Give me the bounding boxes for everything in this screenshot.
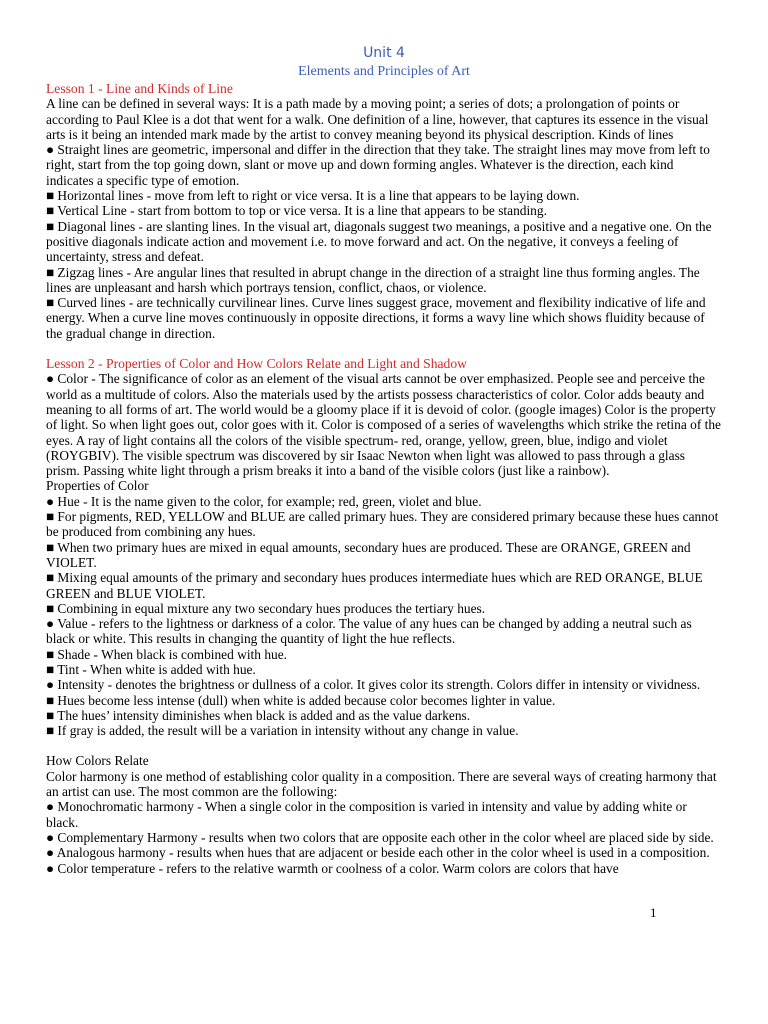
lesson1-paragraph: A line can be defined in several ways: It is a path made by a moving point; a series of dots; a prolongation of points or according to Paul Klee is a dot that went for a walk. One definition of a line, however, that captures its essence in the visual arts is it being an intended mark made by the artist to convey meaning beyond its physical description. Kinds of lines — [46, 96, 709, 142]
lesson2-paragraph: ● Hue - It is the name given to the color, for example; red, green, violet and blue. — [46, 493, 482, 509]
colors-relate-paragraph: Color harmony is one method of establishing color quality in a composition. There are several ways of creating harmony that an artist can use. The most common are the following: — [46, 768, 717, 800]
section-spacer — [46, 738, 722, 753]
lesson2-paragraph: ■ Mixing equal amounts of the primary and secondary hues produces intermediate hues which are RED ORANGE, BLUE GREEN and BLUE VIOLET. — [46, 570, 703, 601]
lesson2-paragraph: ■ The hues’ intensity diminishes when black is added and as the value darkens. — [46, 707, 471, 723]
lesson2-paragraph: ■ Hues become less intense (dull) when white is added because color becomes lighter in value. — [46, 692, 556, 708]
lesson2-paragraph: ■ If gray is added, the result will be a variation in intensity without any change in value. — [46, 723, 519, 739]
lesson2-paragraph: ● Color - The significance of color as an element of the visual arts cannot be over emphasized. People see and perceive the world as a multitude of colors. Also the materials used by the artists possess characteristics of color. Color adds beauty and meaning to all forms of art. The world would be a gloomy place if it is devoid of color. (google images) Color is the property of light. So when light goes out, color goes with it. Color is composed of a series of wavelengths which strike the retina of the eyes. A ray of light contains all the colors of the visible spectrum- red, orange, yellow, green, blue, indigo and violet (ROYGBIV). The visible spectrum was discovered by sir Isaac Newton when light was allowed to pass through a glass prism. Passing white light through a prism breaks it into a band of the visible colors (just like a rainbow). — [46, 371, 721, 479]
lesson2-paragraph: ■ When two primary hues are mixed in equal amounts, secondary hues are produced. These are ORANGE, GREEN and VIOLET. — [46, 539, 691, 570]
lesson1-paragraph: ■ Horizontal lines - move from left to right or vice versa. It is a line that appears to be laying down. — [46, 188, 580, 204]
lesson2-paragraph: ■ Tint - When white is added with hue. — [46, 661, 256, 677]
lesson1-paragraph: ■ Curved lines - are technically curvilinear lines. Curve lines suggest grace, movement and flexibility indicative of life and energy. When a curve line moves continuously in opposite directions, it forms a wavy line which shows fluidity because of the gradual change in direction. — [46, 295, 706, 341]
lesson2-paragraph: ● Intensity - denotes the brightness or dullness of a color. It gives color its strength. Colors differ in intensity or vividness. — [46, 677, 701, 693]
document-subtitle: Elements and Principles of Art — [298, 64, 470, 79]
unit-title: Unit 4 — [363, 45, 405, 61]
lesson1-paragraph: ■ Vertical Line - start from bottom to top or vice versa. It is a line that appears to be standing. — [46, 203, 547, 219]
section-spacer — [46, 341, 722, 356]
colors-relate-heading: How Colors Relate — [46, 753, 149, 769]
lesson2-paragraph: ■ Combining in equal mixture any two secondary hues produces the tertiary hues. — [46, 600, 486, 616]
lesson2-paragraph: Properties of Color — [46, 478, 149, 494]
colors-relate-paragraph: ● Analogous harmony - results when hues that are adjacent or beside each other in the color wheel is used in a composition. — [46, 845, 710, 861]
lesson2-heading: Lesson 2 - Properties of Color and How Colors Relate and Light and Shadow — [46, 356, 467, 372]
lesson1-paragraph: ■ Diagonal lines - are slanting lines. In the visual art, diagonals suggest two meanings, a positive and a negative one. On the positive diagonals indicate action and movement i.e. to move forward and act. On the negative, it conveys a feeling of uncertainty, stress and defeat. — [46, 218, 712, 265]
lesson2-paragraph: ■ For pigments, RED, YELLOW and BLUE are called primary hues. They are considered primary because these hues cannot be produced from combining any hues. — [46, 509, 719, 540]
page-number: 1 — [650, 905, 657, 920]
lesson1-paragraph: ■ Zigzag lines - Are angular lines that resulted in abrupt change in the direction of a straight line thus forming angles. The lines are unpleasant and harsh which portrays tension, conflict, chaos, or violence. — [46, 264, 700, 295]
lesson2-paragraph: ■ Shade - When black is combined with hue. — [46, 646, 288, 662]
lesson2-paragraph: ● Value - refers to the lightness or darkness of a color. The value of any hues can be changed by adding a neutral such as black or white. This results in changing the quantity of light the hue reflects. — [46, 616, 692, 647]
colors-relate-paragraph: ● Monochromatic harmony - When a single color in the composition is varied in intensity and value by adding white or black. — [46, 799, 687, 830]
colors-relate-paragraph: ● Complementary Harmony - results when two colors that are opposite each other in the color wheel are placed side by side. — [46, 829, 714, 845]
document-page — [46, 44, 722, 876]
lesson1-heading: Lesson 1 - Line and Kinds of Line — [46, 81, 233, 96]
colors-relate-paragraph: ● Color temperature - refers to the relative warmth or coolness of a color. Warm colors are colors that have — [46, 860, 619, 876]
lesson1-paragraph: ● Straight lines are geometric, impersonal and differ in the direction that they take. The straight lines may move from left to right, start from the top going down, slant or move up and down forming angles. Whatever is the direction, each kind indicates a specific type of emotion. — [46, 142, 710, 188]
